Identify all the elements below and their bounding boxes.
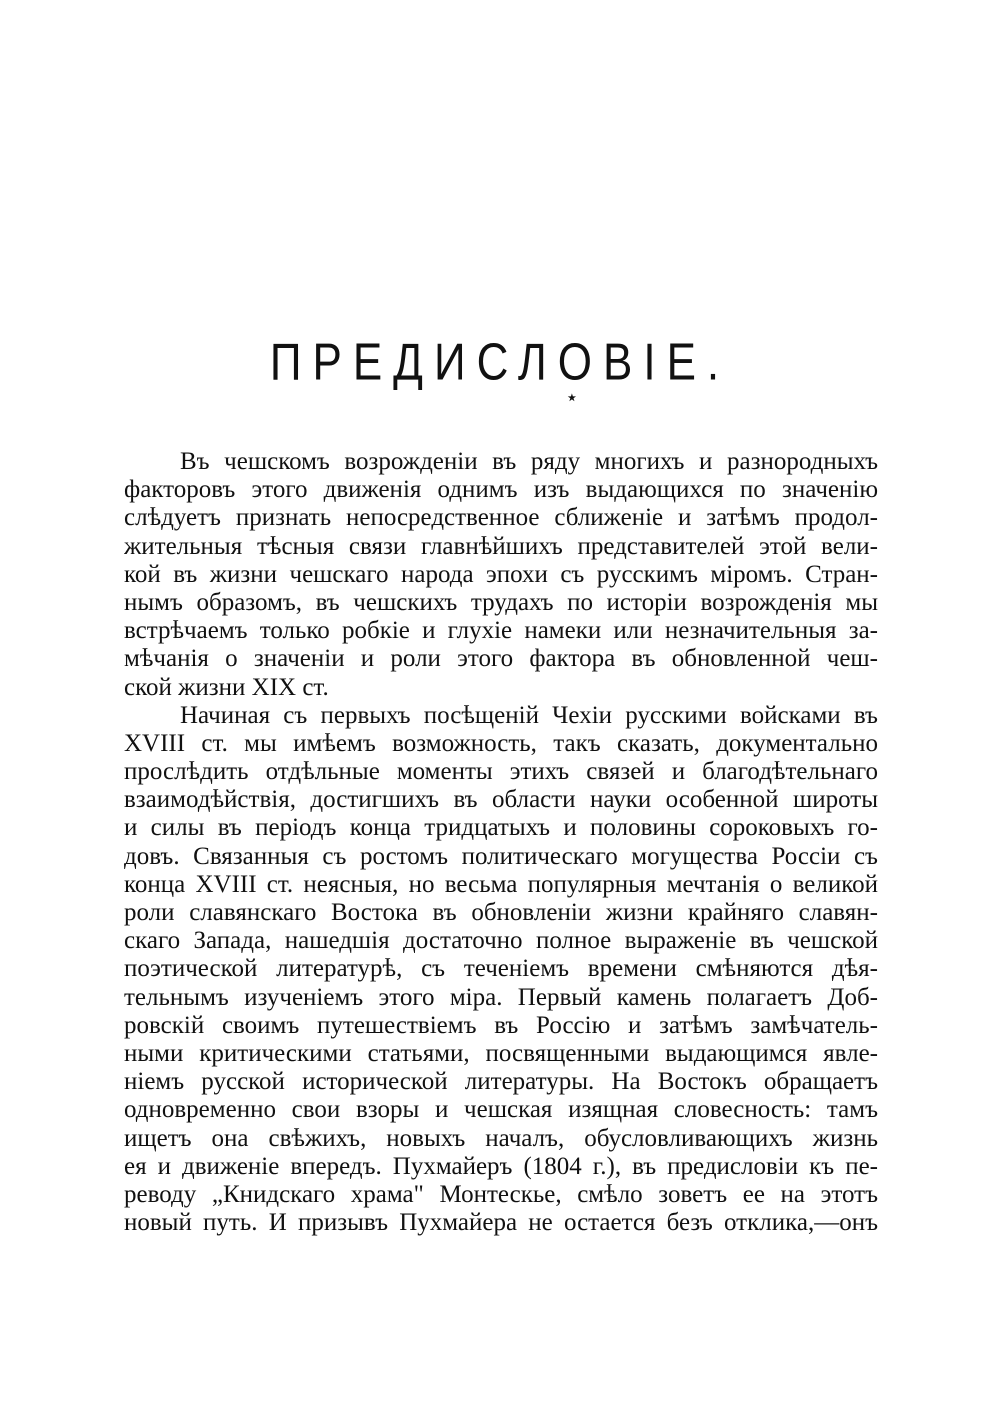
title-ornament-mark: ٭ — [567, 387, 577, 407]
text-line: реводу „Книдскаго храма" Монтескье, смѣло зоветъ ее на этотъ — [124, 1180, 878, 1208]
text-line: факторовъ этого движенія однимъ изъ выдающихся по значенію — [124, 476, 878, 504]
text-line: слѣдуетъ признать непосредственное сближеніе и затѣмъ продол- — [124, 504, 878, 532]
text-line: конца XVIII ст. неясныя, но весьма популярныя мечтанія о великой — [124, 870, 878, 898]
text-line: поэтической литературѣ, съ теченіемъ времени смѣняются дѣя- — [124, 955, 878, 983]
text-line: ея и движеніе впередъ. Пухмайеръ (1804 г.), въ предисловіи къ пе- — [124, 1152, 878, 1180]
text-line: встрѣчаемъ только робкіе и глухіе намеки или незначительныя за- — [124, 617, 878, 645]
text-line: кой въ жизни чешскаго народа эпохи съ русскимъ міромъ. Стран- — [124, 560, 878, 588]
text-line: одновременно свои взоры и чешская изящная словесность: тамъ — [124, 1096, 878, 1124]
text-line: прослѣдить отдѣльные моменты этихъ связей и благодѣтельнаго — [124, 758, 878, 786]
paragraph-2 — [124, 702, 878, 1238]
text-line: ровскій своимъ путешествіемъ въ Россію и затѣмъ замѣчатель- — [124, 1011, 878, 1039]
text-line: довъ. Связанныя съ ростомъ политическаго могущества Россіи съ — [124, 842, 878, 870]
paragraph-1 — [124, 448, 878, 702]
body-text — [124, 448, 878, 1237]
page-title: ПРЕДИСЛОВІЕ. — [269, 333, 731, 392]
text-line: XVIII ст. мы имѣемъ возможность, такъ сказать, документально — [124, 729, 878, 757]
text-line: скаго Запада, нашедшія достаточно полное выраженіе въ чешской — [124, 927, 878, 955]
text-line: роли славянскаго Востока въ обновленіи жизни крайняго славян- — [124, 899, 878, 926]
text-line: Начиная съ первыхъ посѣщеній Чехіи русскими войсками въ — [180, 701, 878, 729]
text-line: и силы въ періодъ конца тридцатыхъ и половины сороковыхъ го- — [124, 814, 878, 842]
text-line: нымъ образомъ, въ чешскихъ трудахъ по исторіи возрожденія мы — [124, 588, 878, 616]
text-line: ской жизни XIX ст. — [124, 673, 329, 701]
text-line: мѣчанія о значеніи и роли этого фактора въ обновленной чеш- — [124, 645, 878, 673]
text-line: ными критическими статьями, посвященными выдающимся явле- — [124, 1039, 878, 1067]
text-line: ніемъ русской исторической литературы. На Востокъ обращаетъ — [124, 1068, 878, 1096]
text-line: взаимодѣйствія, достигшихъ въ области науки особенной широты — [124, 786, 878, 814]
text-line: жительныя тѣсныя связи главнѣйшихъ представителей этой вели- — [124, 532, 878, 560]
text-line: новый путь. И призывъ Пухмайера не остается безъ отклика,—онъ — [124, 1209, 878, 1237]
text-line: тельнымъ изученіемъ этого міра. Первый камень полагаетъ Доб- — [124, 983, 878, 1011]
text-line: ищетъ она свѣжихъ, новыхъ началъ, обусловливающихъ жизнь — [124, 1124, 878, 1152]
text-line: Въ чешскомъ возрожденіи въ ряду многихъ и разнородныхъ — [180, 448, 878, 475]
